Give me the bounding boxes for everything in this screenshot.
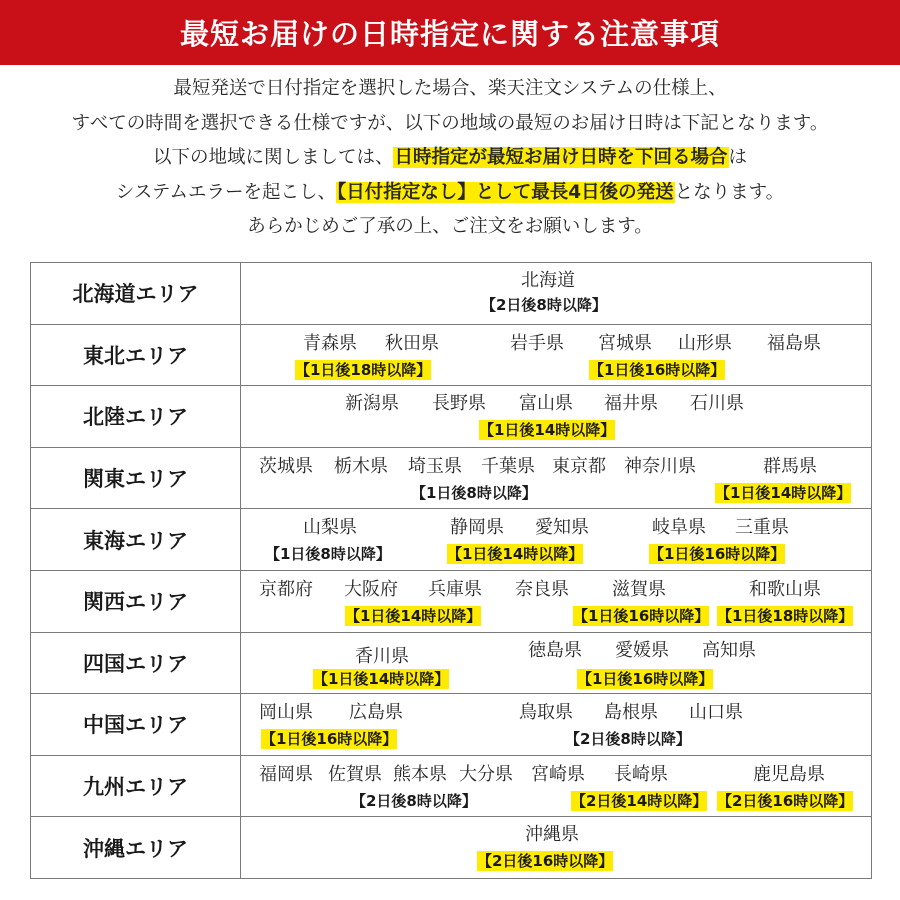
delivery-time-badge: 【1日後16時以降】 — [577, 669, 714, 688]
delivery-area-table — [30, 262, 872, 879]
area-row-tohoku — [31, 324, 872, 386]
prefecture-label: 高知県 — [702, 639, 756, 661]
prefecture-label: 徳島県 — [528, 639, 582, 661]
delivery-time-badge: 【1日後14時以降】 — [715, 483, 852, 502]
prefecture-label: 兵庫県 — [428, 578, 482, 600]
prefecture-label: 長野県 — [432, 393, 486, 415]
delivery-time-badge: 【1日後16時以降】 — [649, 545, 786, 564]
area-name: 九州エリア — [31, 755, 241, 817]
area-name: 東北エリア — [31, 324, 241, 386]
area-name: 東海エリア — [31, 509, 241, 571]
intro-line-3-highlight: 日時指定が最短お届け日時を下回る場合 — [394, 147, 728, 168]
prefecture-label: 広島県 — [349, 702, 403, 724]
area-name: 中国エリア — [31, 694, 241, 756]
prefecture-label: 神奈川県 — [624, 455, 696, 477]
prefecture-label: 群馬県 — [763, 455, 817, 477]
delivery-time-badge: 【1日後16時以降】 — [589, 360, 726, 379]
prefecture-label: 秋田県 — [385, 332, 439, 354]
area-detail — [241, 509, 872, 571]
area-row-chugoku — [31, 694, 872, 756]
delivery-time-badge: 【1日後18時以降】 — [717, 606, 854, 625]
intro-line-4 — [0, 176, 900, 211]
intro-line-3-post: は — [728, 147, 748, 168]
prefecture-label: 茨城県 — [259, 455, 313, 477]
prefecture-label: 滋賀県 — [612, 578, 666, 600]
delivery-time-badge: 【2日後14時以降】 — [571, 791, 708, 810]
prefecture-label: 佐賀県 — [328, 763, 382, 785]
prefecture-label: 愛知県 — [535, 517, 589, 539]
prefecture-label: 大阪府 — [344, 578, 398, 600]
area-row-okinawa — [31, 817, 872, 879]
prefecture-label: 静岡県 — [450, 517, 504, 539]
intro-text — [0, 72, 900, 245]
prefecture-label: 三重県 — [735, 517, 789, 539]
area-name: 北海道エリア — [31, 263, 241, 325]
delivery-time-badge: 【1日後14時以降】 — [447, 545, 584, 564]
delivery-time-badge: 【1日後8時以降】 — [411, 483, 537, 502]
prefecture-label: 島根県 — [604, 702, 658, 724]
area-name: 四国エリア — [31, 632, 241, 694]
prefecture-label: 北海道 — [521, 270, 575, 291]
intro-line-1: 最短発送で日付指定を選択した場合、楽天注文システムの仕様上、 — [173, 78, 727, 99]
prefecture-label: 新潟県 — [345, 393, 399, 415]
area-name: 関西エリア — [31, 570, 241, 632]
prefecture-label: 鳥取県 — [519, 702, 573, 724]
area-row-hokkaido — [31, 263, 872, 325]
delivery-time-badge: 【1日後8時以降】 — [265, 545, 391, 564]
delivery-time-badge: 【1日後14時以降】 — [345, 606, 482, 625]
intro-line-4-highlight: 【日付指定なし】として最長4日後の発送 — [337, 181, 674, 203]
prefecture-label: 富山県 — [519, 393, 573, 415]
prefecture-label: 山形県 — [678, 332, 732, 354]
prefecture-label: 岐阜県 — [652, 517, 706, 539]
page-title-banner — [0, 0, 900, 65]
prefecture-label: 奈良県 — [515, 578, 569, 600]
area-detail — [241, 817, 872, 879]
area-row-tokai — [31, 509, 872, 571]
prefecture-label: 宮崎県 — [531, 763, 585, 785]
intro-line-4-pre: システムエラーを起こし、 — [115, 181, 336, 203]
prefecture-label: 福井県 — [604, 393, 658, 415]
prefecture-label: 千葉県 — [481, 455, 535, 477]
prefecture-label: 福島県 — [767, 332, 821, 354]
prefecture-label: 宮城県 — [598, 332, 652, 354]
prefecture-label: 鹿児島県 — [753, 763, 825, 785]
delivery-time-badge: 【1日後14時以降】 — [313, 669, 450, 688]
area-detail — [241, 632, 872, 694]
delivery-time-badge: 【2日後8時以降】 — [565, 730, 691, 749]
area-name: 関東エリア — [31, 447, 241, 509]
delivery-time-badge: 【1日後14時以降】 — [479, 421, 616, 440]
area-name: 北陸エリア — [31, 386, 241, 448]
area-detail — [241, 263, 872, 325]
area-detail — [241, 447, 872, 509]
prefecture-label: 愛媛県 — [615, 639, 669, 661]
delivery-time-badge: 【1日後16時以降】 — [261, 730, 398, 749]
delivery-time-badge: 【2日後16時以降】 — [477, 852, 614, 871]
delivery-time-badge: 【2日後8時以降】 — [351, 791, 477, 810]
delivery-time-badge: 【1日後18時以降】 — [295, 360, 432, 379]
area-detail — [241, 755, 872, 817]
intro-line-3-pre: 以下の地域に関しましては、 — [152, 147, 394, 168]
area-detail — [241, 694, 872, 756]
prefecture-label: 石川県 — [690, 393, 744, 415]
area-row-shikoku — [31, 632, 872, 694]
intro-line-5: あらかじめご了承の上、ご注文をお願いします。 — [247, 216, 653, 237]
page-title: 最短お届けの日時指定に関する注意事項 — [179, 17, 720, 51]
prefecture-label: 岡山県 — [259, 702, 313, 724]
prefecture-label: 京都府 — [259, 578, 313, 600]
prefecture-label: 沖縄県 — [525, 824, 579, 846]
prefecture-label: 青森県 — [303, 332, 357, 354]
prefecture-label: 熊本県 — [393, 763, 447, 785]
intro-line-2: すべての時間を選択できる仕様ですが、以下の地域の最短のお届け日時は下記となります。 — [71, 112, 829, 134]
intro-line-3 — [0, 141, 900, 176]
area-row-kyushu — [31, 755, 872, 817]
prefecture-label: 栃木県 — [334, 455, 388, 477]
prefecture-label: 長崎県 — [614, 763, 668, 785]
prefecture-label: 大分県 — [459, 763, 513, 785]
intro-line-4-post: となります。 — [674, 181, 785, 203]
prefecture-label: 岩手県 — [510, 332, 564, 354]
area-row-kansai — [31, 570, 872, 632]
prefecture-label: 香川県 — [355, 645, 409, 667]
delivery-time-badge: 【2日後16時以降】 — [717, 791, 854, 810]
area-detail — [241, 324, 872, 386]
area-row-kanto — [31, 447, 872, 509]
area-detail — [241, 570, 872, 632]
prefecture-label: 山梨県 — [303, 517, 357, 539]
area-detail — [241, 386, 872, 448]
prefecture-label: 福岡県 — [259, 763, 313, 785]
area-name: 沖縄エリア — [31, 817, 241, 879]
delivery-time-badge: 【1日後16時以降】 — [573, 606, 710, 625]
delivery-time-badge: 【2日後8時以降】 — [481, 296, 607, 314]
area-row-hokuriku — [31, 386, 872, 448]
prefecture-label: 山口県 — [689, 702, 743, 724]
prefecture-label: 埼玉県 — [408, 455, 462, 477]
prefecture-label: 和歌山県 — [749, 578, 821, 600]
prefecture-label: 東京都 — [552, 455, 606, 477]
